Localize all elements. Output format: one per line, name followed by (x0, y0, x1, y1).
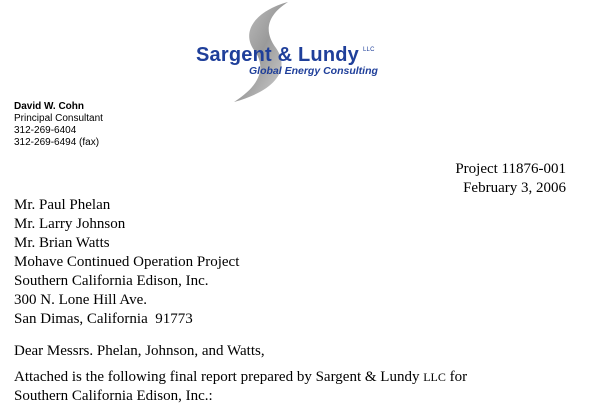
recipient-line: San Dimas, California 91773 (14, 311, 193, 327)
sender-block (14, 101, 103, 149)
body-text-end: for Southern California Edison, Inc.: (14, 369, 468, 404)
project-block (455, 160, 566, 198)
recipient-line: Southern California Edison, Inc. (14, 273, 209, 289)
recipient-line: Mohave Continued Operation Project (14, 254, 240, 270)
recipient-line: Mr. Larry Johnson (14, 216, 126, 232)
letter-date: February 3, 2006 (463, 180, 566, 196)
company-suffix: LLC (363, 47, 375, 53)
project-number: Project 11876-001 (455, 161, 566, 177)
recipient-address (14, 196, 239, 329)
body-llc: LLC (423, 370, 446, 384)
company-name: Sargent & Lundy (196, 44, 360, 66)
body-text-start: Attached is the following final report prepared by Sargent & Lundy (14, 369, 424, 385)
company-tagline: Global Energy Consulting (249, 65, 378, 77)
recipient-line: 300 N. Lone Hill Ave. (14, 292, 148, 308)
sender-title: Principal Consultant (14, 113, 103, 124)
recipient-line: Mr. Brian Watts (14, 235, 110, 251)
recipient-line: Mr. Paul Phelan (14, 197, 111, 213)
salutation: Dear Messrs. Phelan, Johnson, and Watts, (14, 343, 265, 359)
sender-fax: 312-269-6494 (fax) (14, 137, 100, 148)
sender-name: David W. Cohn (14, 101, 84, 112)
sender-phone: 312-269-6404 (14, 125, 77, 136)
body-paragraph (14, 368, 514, 406)
company-logo-text (196, 44, 375, 67)
